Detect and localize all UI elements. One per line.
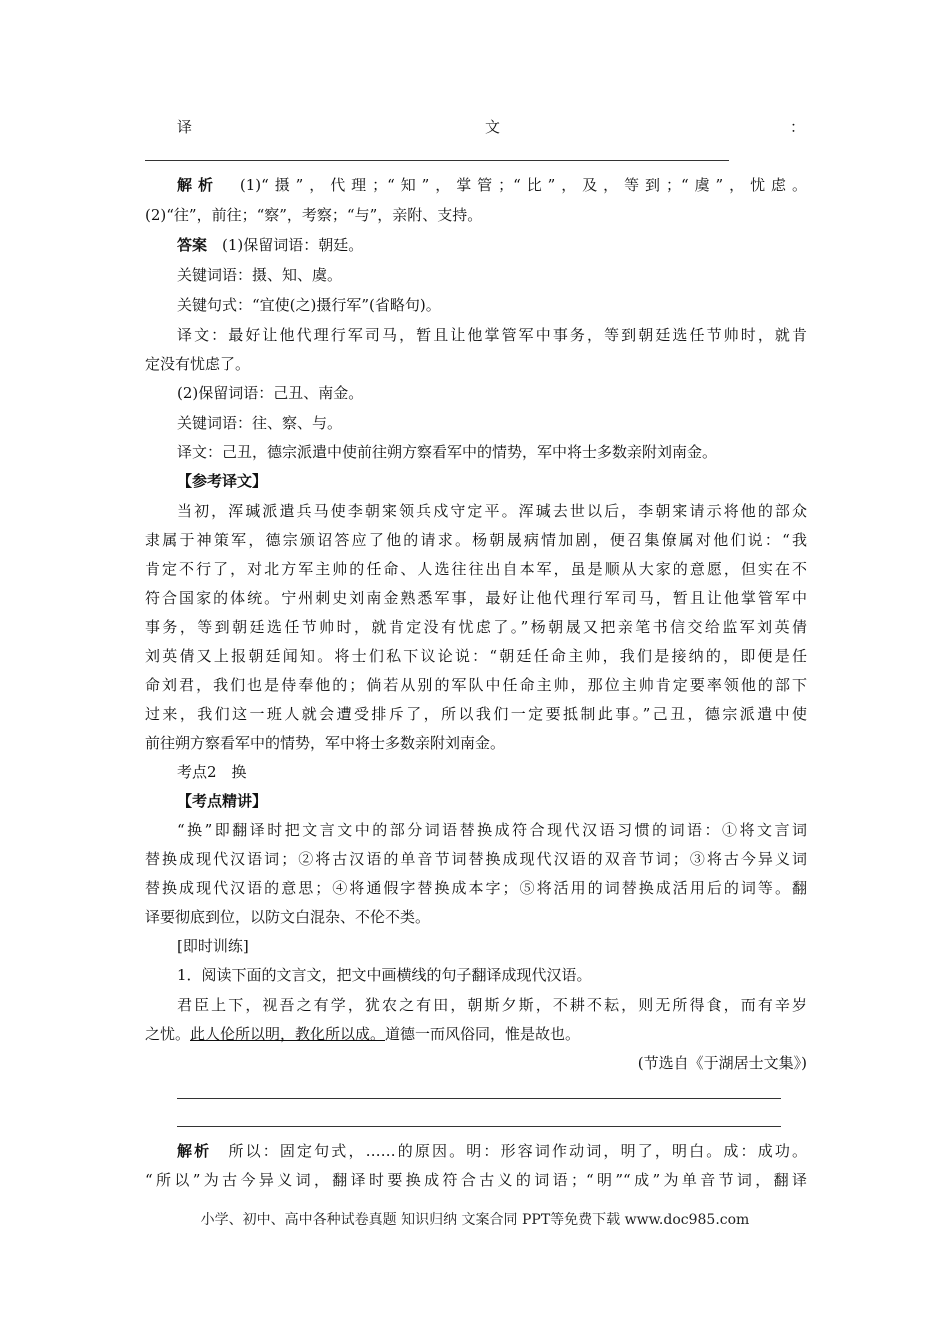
analysis-1-line-2: (2)“往”，前往；“察”，考察；“与”，亲附、支持。 — [145, 206, 483, 224]
answer-blank-line — [177, 1126, 781, 1127]
answer-translation-1a: 译文：最好让他代理行军司马，暂且让他掌管军中事务，等到朝廷选任节帅时，就肯 — [177, 326, 807, 344]
answer-line-1 — [145, 234, 807, 256]
reference-heading: 【参考译文】 — [177, 472, 268, 490]
answer-blank-line — [177, 1098, 781, 1099]
analysis-2-line-1 — [145, 1140, 807, 1162]
underlined-sentence: 此人伦所以明，教化所以成。 — [190, 1025, 386, 1043]
analysis-label: 解析 — [177, 1142, 212, 1160]
reference-line: 刘英倩又上报朝廷闻知。将士们私下议论说：“朝廷任命主帅，我们是接纳的，即便是任 — [145, 647, 807, 665]
analysis-2-text-1: 所以：固定句式，……的原因。明：形容词作动词，明了，明白。成：成功。 — [228, 1142, 807, 1160]
section-title-point-2: 考点2 换 — [177, 763, 247, 781]
answer-key-words-2: 关键词语：往、察、与。 — [177, 414, 343, 432]
practice-passage-line-2 — [145, 1023, 807, 1045]
answer-keep-words-1: (1)保留词语：朝廷。 — [222, 236, 364, 254]
passage-text-after: 道德一而风俗同，惟是故也。 — [385, 1025, 581, 1043]
answer-key-words-1: 关键词语：摄、知、虞。 — [177, 266, 343, 284]
point-2-line: 译要彻底到位，以防文白混杂、不伦不类。 — [145, 908, 431, 926]
answer-blank-line — [145, 160, 729, 161]
answer-translation-2: 译文：己丑，德宗派遣中使前往朔方察看军中的情势，军中将士多数亲附刘南金。 — [177, 443, 718, 461]
practice-question-1: 1．阅读下面的文言文，把文中画横线的句子翻译成现代汉语。 — [177, 966, 592, 984]
passage-source: (节选自《于湖居士文集》) — [637, 1054, 807, 1072]
passage-text-before: 之忧。 — [145, 1025, 191, 1043]
reference-line: 隶属于神策军，德宗颁诏答应了他的请求。杨朝晟病情加剧，便召集僚属对他们说：“我 — [145, 531, 807, 549]
reference-line: 过来，我们这一班人就会遭受排斥了，所以我们一定要抵制此事。”己丑，德宗派遣中使 — [145, 705, 807, 723]
reference-line: 事务，等到朝廷选任节帅时，就肯定没有忧虑了。”杨朝晟又把亲笔书信交给监军刘英倩 — [145, 618, 807, 636]
practice-passage-line-1: 君臣上下，视吾之有学，犹农之有田，朝斯夕斯，不耕不耘，则无所得食，而有辛岁 — [177, 996, 807, 1014]
reference-line: 前往朔方察看军中的情势，军中将士多数亲附刘南金。 — [145, 734, 506, 752]
point-2-line: “换”即翻译时把文言文中的部分词语替换成符合现代汉语习惯的词语：①将文言词 — [177, 821, 807, 839]
point-2-line: 替换成现代汉语的意思；④将通假字替换成本字；⑤将活用的词替换成活用后的词等。翻 — [145, 879, 807, 897]
analysis-label: 解析 — [177, 176, 219, 194]
translation-label-colon: ： — [790, 118, 806, 136]
answer-translation-1b: 定没有忧虑了。 — [145, 355, 251, 373]
reference-line: 肯定不行了，对北方军主帅的任命、人选往往出自本军，虽是顺从大家的意愿，但实在不 — [145, 560, 807, 578]
reference-line: 符合国家的体统。宁州刺史刘南金熟悉军事，最好让他代理行军司马，暂且让他掌管军中 — [145, 589, 807, 607]
analysis-1-text-1: (1)“摄”，代理；“知”，掌管；“比”，及，等到；“虞”，忧虑。 — [239, 176, 807, 194]
reference-line: 命刘君，我们也是侍奉他的；倘若从别的军队中任命主帅，那位主帅肯定要率领他的部下 — [145, 676, 807, 694]
answer-label: 答案 — [177, 236, 208, 254]
analysis-2-line-2: “所以”为古今异义词，翻译时要换成符合古义的词语；“明”“成”为单音节词，翻译 — [145, 1171, 807, 1189]
practice-heading: [即时训练] — [177, 937, 249, 955]
reference-line: 当初，浑瑊派遣兵马使李朝宷领兵戍守定平。浑瑊去世以后，李朝宷请示将他的部众 — [177, 502, 807, 520]
point-2-heading: 【考点精讲】 — [177, 792, 268, 810]
translation-label-mid: 文 — [485, 118, 501, 136]
analysis-1-line-1 — [145, 174, 807, 196]
point-2-line: 替换成现代汉语词；②将古汉语的单音节词替换成现代汉语的双音节词；③将古今异义词 — [145, 850, 807, 868]
page-footer: 小学、初中、高中各种试卷真题 知识归纳 文案合同 PPT等免费下载 www.doc985.com — [200, 1212, 750, 1228]
answer-key-sentence-1: 关键句式：“宜使(之)摄行军”(省略句)。 — [177, 296, 441, 314]
translation-label-left: 译 — [177, 118, 193, 136]
answer-keep-words-2: (2)保留词语：己丑、南金。 — [177, 384, 364, 402]
